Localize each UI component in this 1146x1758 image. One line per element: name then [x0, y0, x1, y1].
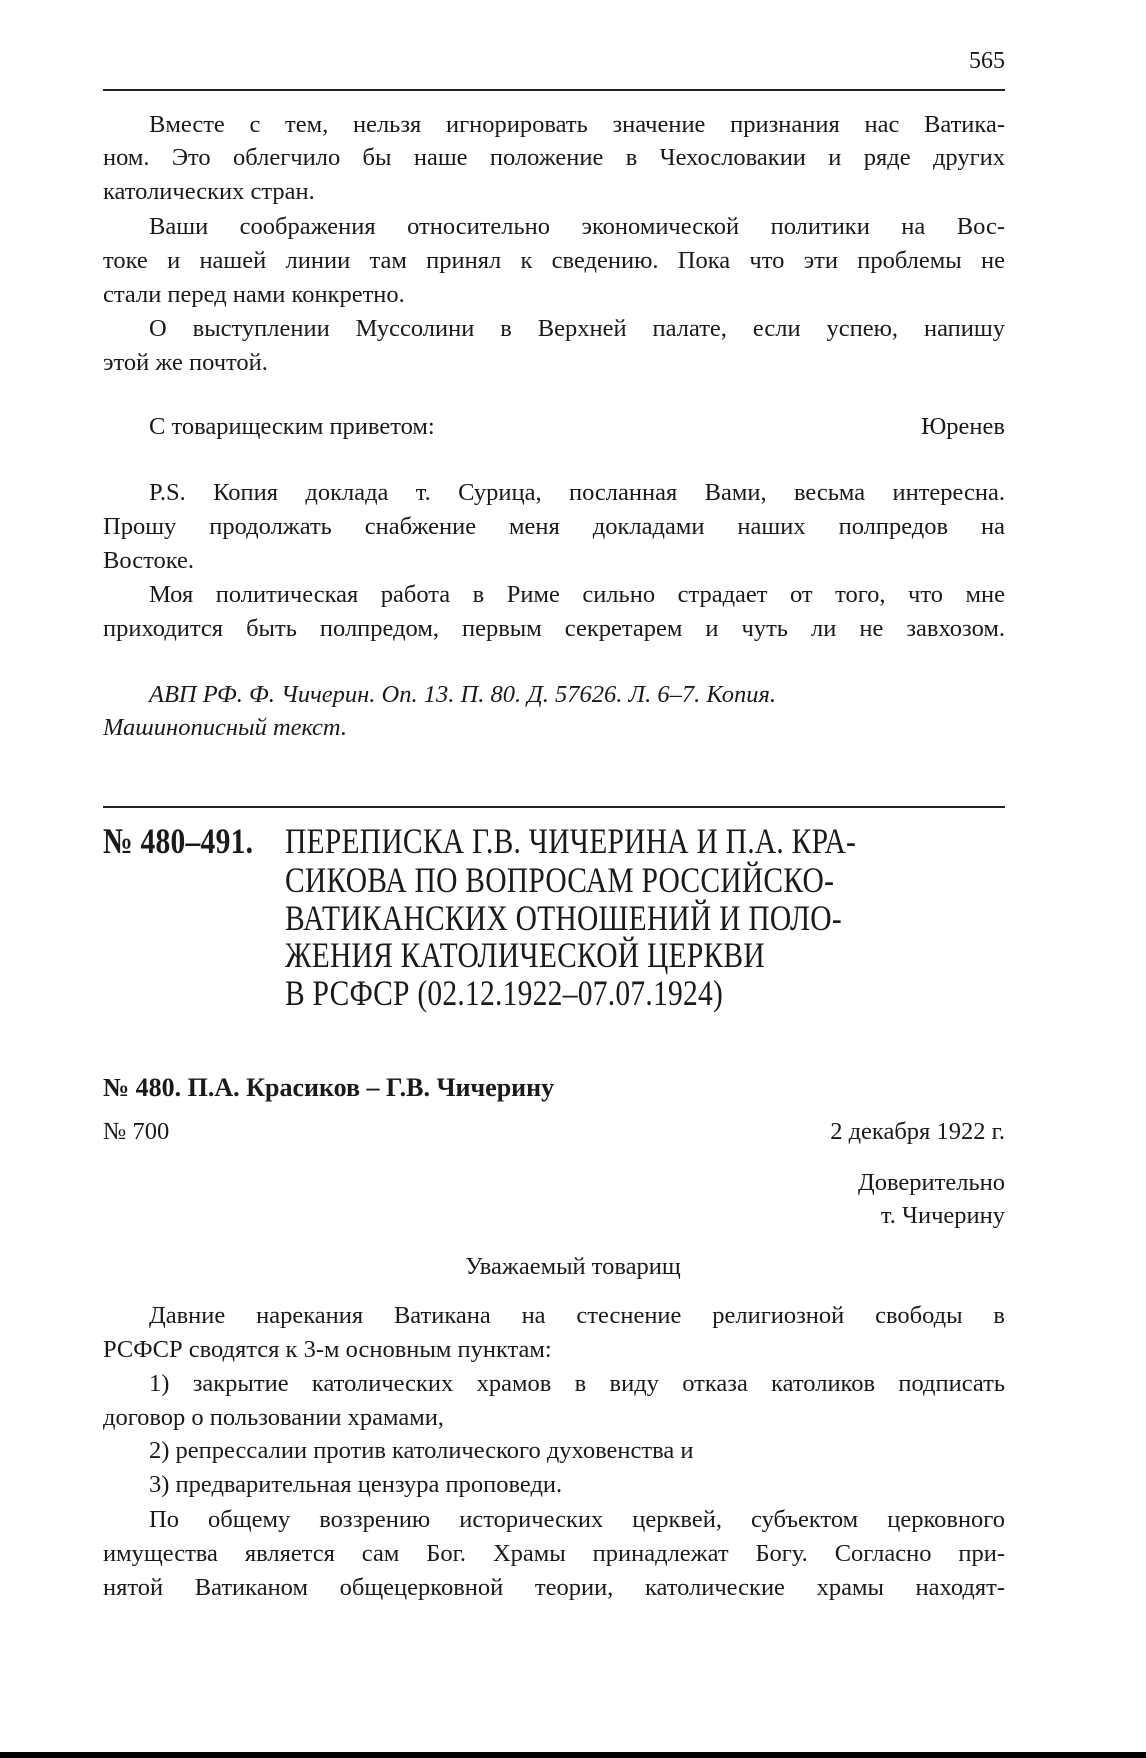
section-title-line: ПЕРЕПИСКА Г.В. ЧИЧЕРИНА И П.А. КРА-: [285, 821, 857, 861]
text-line: P.S. Копия доклада т. Сурица, посланная Вами, весьма интересна.: [149, 479, 1005, 506]
text-line: Востоке.: [103, 547, 195, 574]
text-line: 2) репрессалии против католического духовенства и: [149, 1437, 694, 1464]
salutation: Уважаемый товарищ: [465, 1253, 681, 1280]
text-line: Моя политическая работа в Риме сильно страдает от того, что мне: [149, 581, 1005, 608]
section-title-line: ВАТИКАНСКИХ ОТНОШЕНИЙ И ПОЛО-: [285, 898, 842, 938]
text-line: Давние нарекания Ватикана на стеснение религиозной свободы в: [149, 1302, 1005, 1329]
section-rule: [103, 806, 1005, 808]
text-line: приходится быть полпредом, первым секретарем и чуть ли не завхозом.: [103, 615, 1005, 642]
archive-citation: Машинописный текст.: [103, 714, 348, 741]
section-title-line: СИКОВА ПО ВОПРОСАМ РОССИЙСКО-: [285, 860, 835, 900]
text-line: этой же почтой.: [103, 349, 268, 376]
text-line: токе и нашей линии там принял к сведению. Пока что эти проблемы не: [103, 247, 1005, 274]
text-line: стали перед нами конкретно.: [103, 281, 405, 308]
section-title-line: ЖЕНИЯ КАТОЛИЧЕСКОЙ ЦЕРКВИ: [285, 935, 765, 975]
text-line: договор о пользовании храмами,: [103, 1404, 444, 1431]
text-line: католических стран.: [103, 178, 315, 205]
page-bottom-edge: [0, 1752, 1146, 1758]
text-line: 1) закрытие католических храмов в виду отказа католиков подписать: [149, 1370, 1005, 1397]
text-line: Ваши соображения относительно экономической политики на Вос-: [149, 213, 1005, 240]
addressee: т. Чичерину: [880, 1202, 1005, 1229]
document-title: № 480. П.А. Красиков – Г.В. Чичерину: [103, 1073, 555, 1102]
confidential-mark: Доверительно: [858, 1169, 1005, 1196]
document-date: 2 декабря 1922 г.: [830, 1118, 1005, 1145]
closing: С товарищеским приветом:: [149, 413, 435, 440]
text-line: нятой Ватиканом общецерковной теории, католические храмы находят-: [103, 1574, 1005, 1601]
text-line: РСФСР сводятся к 3-м основным пунктам:: [103, 1336, 552, 1363]
archive-citation: АВП РФ. Ф. Чичерин. Оп. 13. П. 80. Д. 57626. Л. 6–7. Копия.: [149, 681, 776, 708]
text-line: 3) предварительная цензура проповеди.: [149, 1471, 563, 1498]
text-line: Прошу продолжать снабжение меня докладами наших полпредов на: [103, 513, 1005, 540]
section-title-line: В РСФСР (02.12.1922–07.07.1924): [285, 973, 724, 1013]
page-number: 565: [969, 48, 1005, 74]
text-line: Вместе с тем, нельзя игнорировать значение признания нас Ватика-: [149, 111, 1005, 138]
text-line: имущества является сам Бог. Храмы принадлежат Богу. Согласно при-: [103, 1540, 1005, 1567]
text-line: ном. Это облегчило бы наше положение в Чехословакии и ряде других: [103, 144, 1005, 171]
header-rule: [103, 89, 1005, 91]
text-line: По общему воззрению исторических церквей, субъектом церковного: [149, 1506, 1005, 1533]
section-number: № 480–491.: [103, 821, 254, 861]
signature: Юренев: [921, 413, 1005, 440]
text-line: О выступлении Муссолини в Верхней палате, если успею, напишу: [149, 315, 1005, 342]
document-number: № 700: [103, 1118, 170, 1145]
